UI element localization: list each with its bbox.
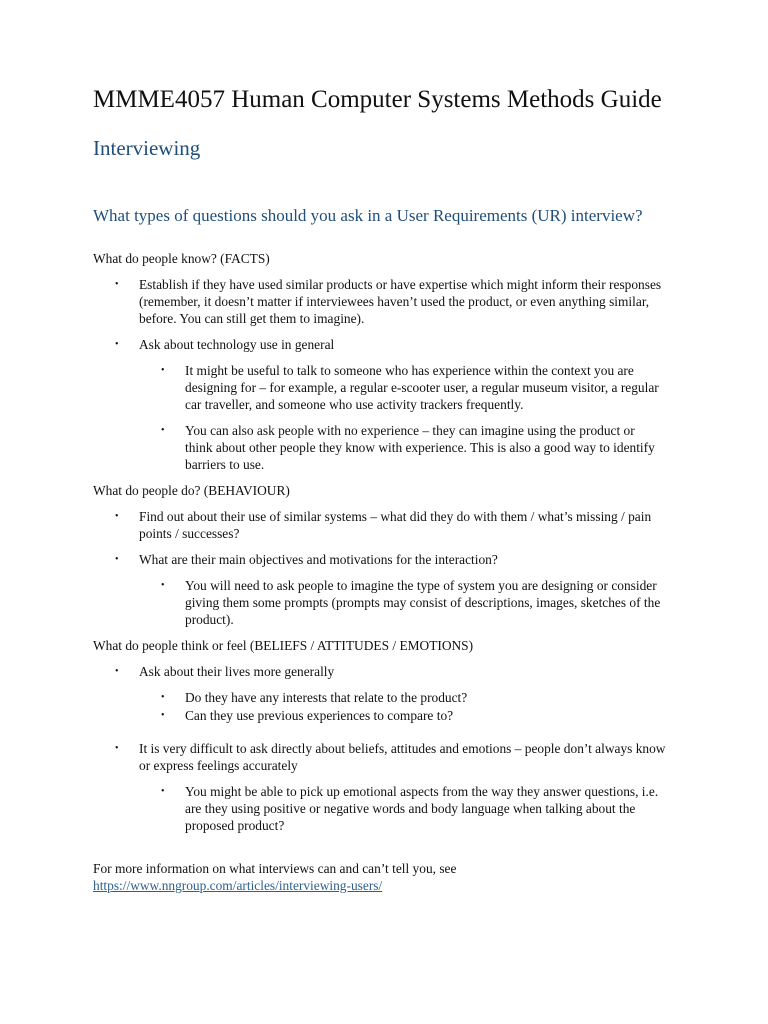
footer-note — [93, 860, 693, 894]
bullet-icon: • — [161, 710, 165, 721]
facts-list — [93, 276, 693, 473]
bullet-icon: • — [161, 786, 165, 797]
sub-list-item-text: You might be able to pick up emotional aspects from the way they answer questions, i.e. are they using positive or negative words and body language when talking about the proposed product? — [185, 784, 659, 833]
document-body — [93, 250, 693, 894]
beliefs-heading: What do people think or feel (BELIEFS / ATTITUDES / EMOTIONS) — [93, 638, 474, 653]
list-item — [93, 508, 677, 542]
bullet-icon: • — [115, 666, 119, 677]
sub-list — [139, 689, 677, 724]
list-item-text: Ask about technology use in general — [139, 337, 335, 352]
bullet-icon: • — [115, 339, 119, 350]
list-item-text: It is very difficult to ask directly about beliefs, attitudes and emotions – people don’t always know or express feelings accurately — [139, 741, 666, 773]
list-item — [93, 336, 677, 473]
sub-list-item-text: It might be useful to talk to someone who has experience within the context you are designing for – for example, a regular e-scooter user, a regular museum visitor, a regular car traveller, and someone who use activity trackers frequently. — [185, 363, 659, 412]
bullet-icon: • — [115, 554, 119, 565]
reference-link[interactable]: https://www.nngroup.com/articles/interviewing-users/ — [93, 878, 383, 893]
list-item-text: Establish if they have used similar products or have expertise which might inform their responses (remember, it doesn’t matter if interviewees haven’t used the product, or even anything similar, before. You can still get them to imagine). — [139, 277, 662, 326]
behaviour-heading: What do people do? (BEHAVIOUR) — [93, 483, 290, 498]
footer-text: For more information on what interviews can and can’t tell you, see — [93, 861, 457, 876]
sub-list-item — [139, 362, 665, 413]
bullet-icon: • — [161, 425, 165, 436]
bullet-icon: • — [115, 279, 119, 290]
bullet-icon: • — [161, 692, 165, 703]
sub-list — [139, 577, 677, 628]
bullet-icon: • — [161, 580, 165, 591]
sub-list-item — [139, 707, 665, 724]
list-item-text: What are their main objectives and motivations for the interaction? — [139, 552, 498, 567]
sub-list-item — [139, 783, 665, 834]
list-item — [93, 276, 677, 327]
bullet-icon: • — [115, 511, 119, 522]
sub-list-item-text: Do they have any interests that relate to the product? — [185, 690, 468, 705]
list-item — [93, 663, 677, 724]
document-title: MMME4057 Human Computer Systems Methods Guide — [93, 86, 662, 113]
sub-list-item — [139, 577, 665, 628]
sub-list-item-text: Can they use previous experiences to compare to? — [185, 708, 454, 723]
sub-list — [139, 362, 677, 473]
list-item — [93, 551, 677, 628]
bullet-icon: • — [161, 365, 165, 376]
bullet-icon: • — [115, 743, 119, 754]
sub-list-item-text: You can also ask people with no experience – they can imagine using the product or think about other people they know with experience. This is also a good way to identify barriers to use. — [185, 423, 655, 472]
beliefs-list — [93, 663, 693, 834]
sub-list-item-text: You will need to ask people to imagine the type of system you are designing or consider giving them some prompts (prompts may consist of descriptions, images, sketches of the product). — [185, 578, 661, 627]
section-heading: Interviewing — [93, 136, 201, 160]
list-item-text: Find out about their use of similar systems – what did they do with them / what’s missing / pain points / successes? — [139, 509, 652, 541]
list-item-text: Ask about their lives more generally — [139, 664, 335, 679]
behaviour-list — [93, 508, 693, 628]
sub-list-item — [139, 422, 665, 473]
sub-list — [139, 783, 677, 834]
sub-list-item — [139, 689, 665, 706]
subsection-heading: What types of questions should you ask in a User Requirements (UR) interview? — [93, 206, 643, 225]
facts-heading: What do people know? (FACTS) — [93, 251, 270, 266]
list-item — [93, 740, 677, 834]
